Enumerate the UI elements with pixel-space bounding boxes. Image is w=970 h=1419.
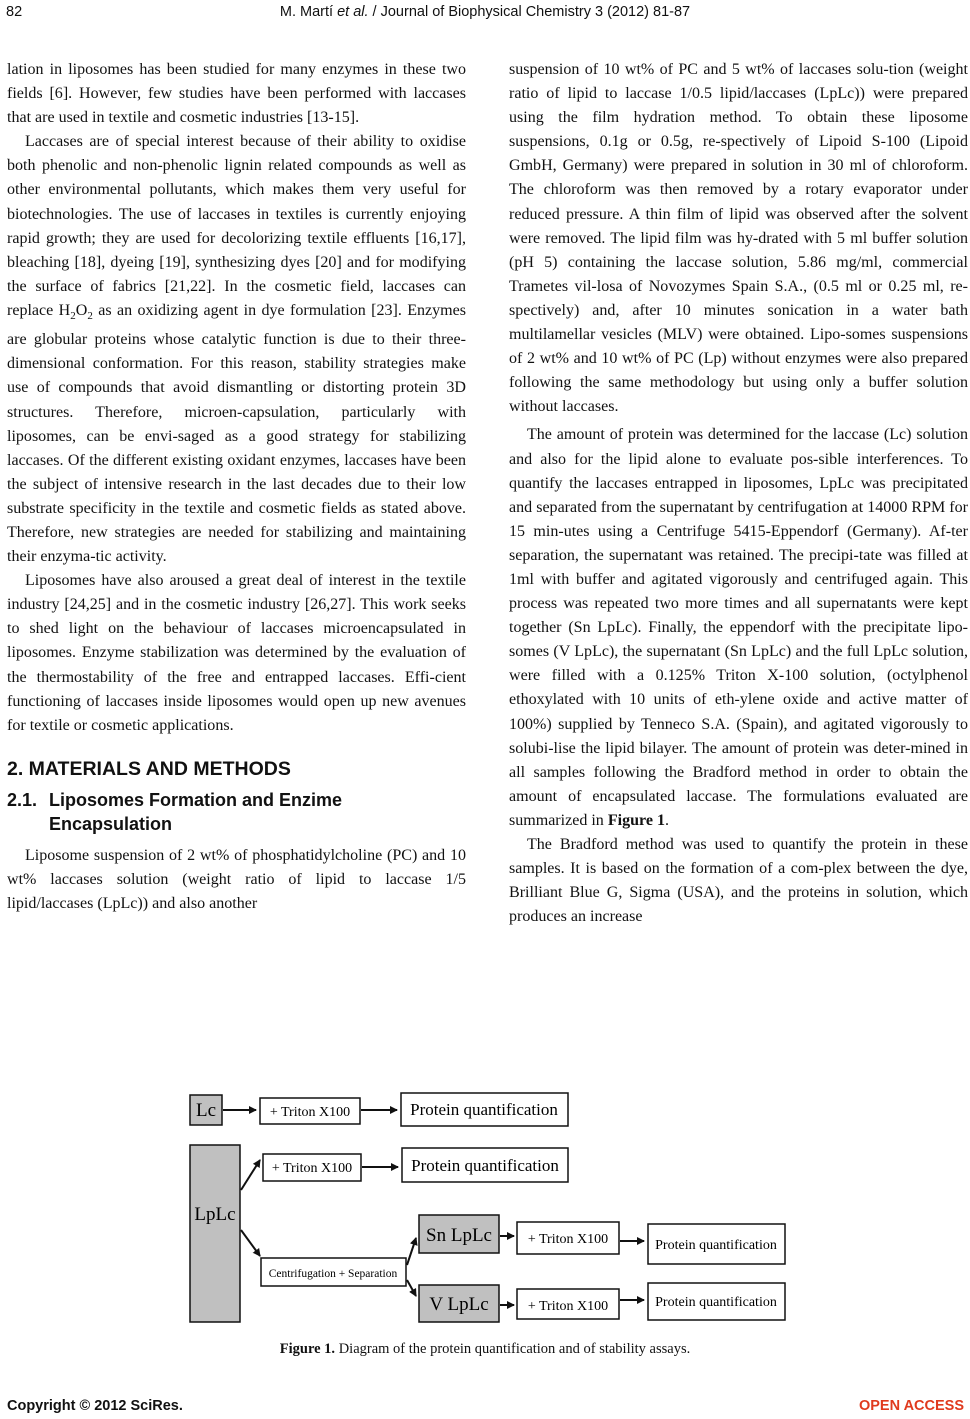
centrifugation-label: Centrifugation + Separation (268, 1268, 398, 1280)
arrow (407, 1280, 416, 1296)
triton-label: + Triton X100 (527, 1299, 609, 1314)
protein-quantification-label: Protein quantification (655, 1238, 777, 1253)
lplc-label: LpLc (194, 1204, 236, 1225)
paragraph: suspension of 10 wt% of PC and 5 wt% of laccases solu-tion (weight ratio of lipid to laccase 1/0.5 lipid/laccases (LpLc)) were prepared using the film hydration method. To obtain these liposome suspensions, 0.1g or 0.5g, re-spectively of Lipoid S-100 (Lipoid GmbH, Germany) were prepared in solution in 30 ml of chloroform. The chloroform was then removed by a rotary evaporator under reduced pressure. A thin film of lipid was observed after the solvent were removed. The lipid film was hy-drated with 5 ml buffer solution (pH 5) containing the laccase solution, 5.86 mg/ml, commercial Trametes vil-losa of Novozymes Spain S.A., (0.5 ml or 0.25 ml, re-spectively) and, after 10 minutes sonication in a water bath multilamellar vesicles (MLV) were obtained. Lipo-somes suspensions of 2 wt% and 10 wt% of PC (Lp) without enzymes were also prepared following the same methodology but using only a buffer solution without laccases. (509, 61, 968, 416)
right-column (509, 58, 968, 929)
paragraph: Liposome suspension of 2 wt% of phosphatidylcholine (PC) and 10 wt% laccases solution (weight ratio of lipid to laccase 1/5 lipid/laccases (LpLc)) and also another (7, 846, 466, 913)
open-access-badge: OPEN ACCESS (858, 1398, 964, 1414)
copyright: Copyright © 2012 SciRes. (7, 1398, 183, 1414)
left-column (7, 58, 466, 916)
et-al: et al. (337, 4, 369, 20)
page-number: 82 (6, 4, 23, 20)
journal-name: / Journal of Biophysical Chemistry 3 (2012) 81-87 (368, 4, 691, 20)
section-heading: 2. MATERIALS AND METHODS (7, 757, 291, 780)
page-footer (0, 1398, 970, 1418)
paragraph: The amount of protein was determined for the laccase (Lc) solution and also for the lipid alone to evaluate pos-sible interferences. To quantify the laccases entrapped in liposomes, LpLc was precipitated and separated from the supernatant by centrifugation at 14000 RPM for 15 min-utes using a Centrifuge 5415-Eppendorf (Germany). Af-ter separation, the supernatant was retained. The precipi-tate was filled at 1ml with buffer and agitated vigorously and centrifuged again. This process was repeated two more times and all supernatants were kept together (Sn LpLc). Finally, the eppendorf with the precipitate lipo-somes (V LpLc), the supernatant (Sn LpLc) and the full LpLc solution, were filled with a 0.125% Triton X-100 solution, (octylphenol ethoxylated with 10 units of eth-ylene oxide and active matter of 100%) supplied by Tenneco S.A. (Spain), and agitated vigorously to solubi-lise the lipid bilayer. The amount of protein was deter-mined in all samples following the Bradford method in order to obtain the amount of encapsulated laccase. The formulations evaluated are summarized in Figure 1. (509, 426, 968, 829)
protein-quantification-label: Protein quantification (655, 1295, 777, 1310)
authors: M. Martí (279, 4, 338, 20)
figure-caption-label: Figure 1. (279, 1341, 336, 1357)
figure-caption (0, 1341, 970, 1358)
journal-citation (0, 4, 970, 20)
protein-quantification-label: Protein quantification (411, 1156, 559, 1175)
subsection-heading: 2.1. Liposomes Formation and Enzime Encapsulation (7, 789, 343, 834)
figure-1-diagram (186, 1090, 790, 1334)
triton-label: + Triton X100 (271, 1161, 353, 1176)
paragraph: Liposomes have also aroused a great deal of interest in the textile industry [24,25] and in the cosmetic industry [26,27]. This work seeks to shed light on the behaviour of laccases microencapsulated in liposomes. Enzyme stabilization was determined by the evaluation of the thermostability of the free and entrapped laccases. Effi-cient functioning of laccases inside liposomes would open up new avenues for textile or cosmetic applications. (7, 572, 466, 734)
lplc-box (190, 1145, 240, 1322)
paragraph: lation in liposomes has been studied for many enzymes in these two fields [6]. However, few studies have been performed with laccases that are used in textile and cosmetic industries [13-15]. (7, 61, 466, 127)
protein-quantification-label: Protein quantification (410, 1100, 558, 1119)
triton-label: + Triton X100 (269, 1105, 351, 1120)
triton-label: + Triton X100 (527, 1232, 609, 1247)
figure-reference[interactable]: Figure 1 (607, 811, 665, 829)
v-lplc-label: V LpLc (429, 1294, 489, 1315)
sn-lplc-label: Sn LpLc (426, 1225, 492, 1246)
figure-caption-text: Diagram of the protein quantification and of stability assays. (335, 1341, 691, 1357)
paragraph: Laccases are of special interest because of their ability to oxidise both phenolic and non-phenolic lignin related compounds as well as other environmental pollutants, which makes them very useful for biotechnologies. The use of laccases in textiles is currently enjoying rapid growth; they are used for decolorizing textile effluents [16,17], bleaching [18], dyeing [19], synthesizing dyes [20] and for modifying the surface of fabrics [21,22]. In the cosmetic field, laccases can replace $H_2O_2$ as an oxidizing agent in dye formulation [23]. Enzymes are globular proteins whose catalytic function is due to their three-dimensional conformation. For this reason, stability strategies make use of compounds that avoid dismantling or distorting protein 3D structures. Therefore, microen-capsulation, particularly with liposomes, can be envi-saged as a good strategy for stabilizing laccases. Of the different existing oxidant enzymes, laccases have been the subject of intensive research in the last decades due to their low substrate specificity in the textile and cosmetic fields as stated above. Therefore, new strategies are needed for stabilizing and maintaining their enzyma-tic activity. (7, 133, 467, 566)
arrow (241, 1230, 260, 1256)
paragraph: The Bradford method was used to quantify the protein in these samples. It is based on the formation of a com-plex between the dye, Brilliant Blue G, Sigma (USA), and the proteins in solution, which produces an increase (509, 836, 968, 926)
lc-label: Lc (195, 1100, 217, 1121)
arrow (407, 1238, 416, 1265)
running-header (0, 2, 970, 28)
arrow (241, 1160, 260, 1190)
